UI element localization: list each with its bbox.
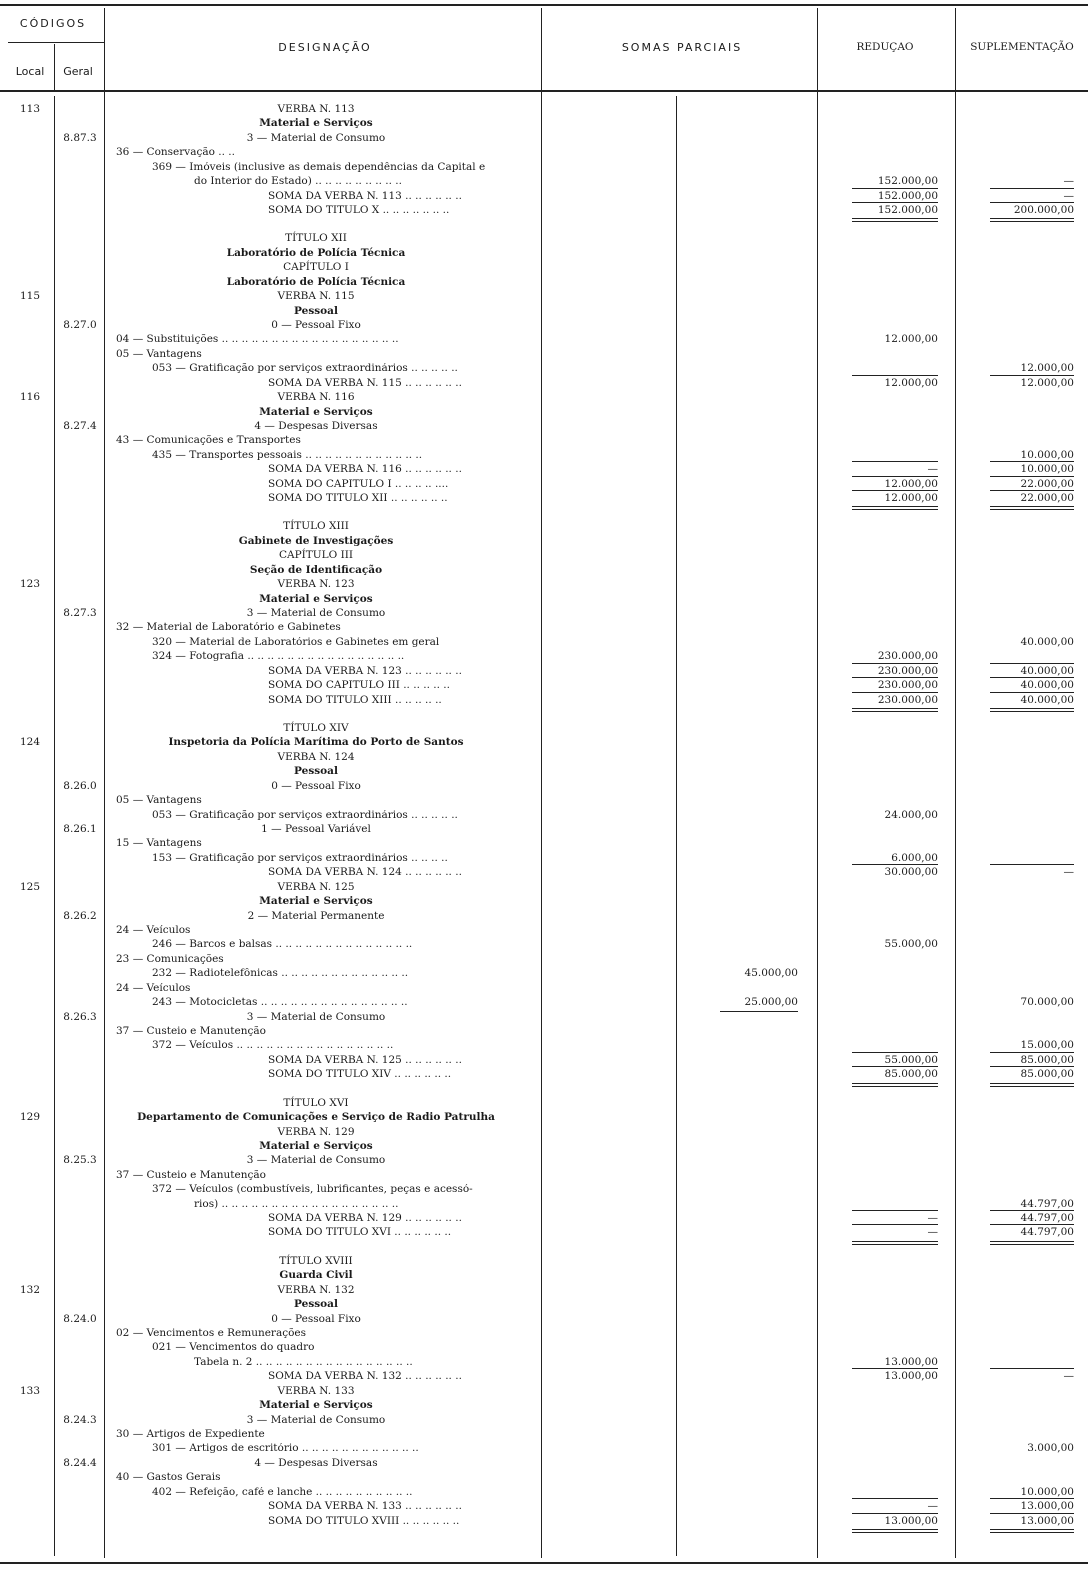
reducao-rule — [852, 1210, 938, 1211]
reducao-value: 55.000,00 — [884, 1053, 938, 1066]
designacao-line: 04 — Substituições .. .. .. .. .. .. .. .. .. .. .. .. .. .. .. .. .. .. — [116, 334, 399, 346]
designacao-line: Material e Serviços — [259, 592, 373, 605]
suplementacao-value: 12.000,00 — [1020, 376, 1074, 389]
designacao-line: 05 — Vantagens — [116, 348, 202, 360]
geral-code: 8.24.4 — [63, 1456, 97, 1469]
geral-code: 8.26.0 — [63, 779, 97, 792]
designacao-line: CAPÍTULO I — [283, 261, 349, 274]
reducao-value: — — [927, 463, 938, 476]
designacao-line: VERBA N. 129 — [277, 1125, 355, 1138]
soma-line: SOMA DA VERBA N. 113 .. .. .. .. .. .. — [268, 190, 462, 202]
reducao-rule — [852, 864, 938, 865]
designacao-line: VERBA N. 125 — [277, 880, 355, 893]
suplementacao-value: 40.000,00 — [1020, 679, 1074, 692]
geral-code: 8.25.3 — [63, 1154, 97, 1167]
designacao-line: VERBA N. 123 — [277, 578, 355, 591]
somas-reducao-divider — [817, 8, 818, 1558]
designacao-line: 372 — Veículos (combustíveis, lubrificantes, peças e acessó- — [152, 1184, 473, 1196]
designacao-line: 3 — Material de Consumo — [246, 1154, 386, 1167]
designacao-line: 435 — Transportes pessoais .. .. .. .. .. .. .. .. .. .. .. .. — [152, 449, 423, 461]
suplementacao-value: 200.000,00 — [1013, 203, 1074, 216]
reducao-double-rule — [852, 1244, 938, 1245]
reducao-rule — [852, 375, 938, 376]
reducao-value: 6.000,00 — [891, 851, 938, 864]
suplementacao-value: 22.000,00 — [1020, 492, 1074, 505]
suplementacao-value: 10.000,00 — [1020, 448, 1074, 461]
codigos-rule — [8, 42, 104, 43]
suplementacao-double-rule — [990, 1241, 1074, 1242]
suplementacao-value: 10.000,00 — [1020, 1485, 1074, 1498]
soma-line: SOMA DO CAPÍTULO III .. .. .. .. .. — [268, 680, 450, 692]
suplementacao-value: 22.000,00 — [1020, 477, 1074, 490]
suplementacao-value: 44.797,00 — [1020, 1226, 1074, 1239]
local-geral-divider — [54, 96, 55, 1556]
designacao-line: 05 — Vantagens — [116, 795, 202, 807]
reducao-rule — [852, 1052, 938, 1053]
reducao-value: — — [927, 1500, 938, 1513]
suplementacao-value: 13.000,00 — [1020, 1514, 1074, 1527]
designacao-line: Material e Serviços — [259, 1139, 373, 1152]
suplementacao-rule — [990, 375, 1074, 376]
somas-parciais-header: SOMAS PARCIAIS — [621, 41, 743, 54]
reducao-value: — — [927, 1226, 938, 1239]
designacao-line: Material e Serviços — [259, 117, 373, 130]
suplementacao-value: 44.797,00 — [1020, 1197, 1074, 1210]
designacao-line: 24 — Veículos — [116, 982, 191, 994]
designacao-line: VERBA N. 124 — [277, 750, 355, 763]
suplementacao-double-rule — [990, 711, 1074, 712]
designacao-line: 2 — Material Permanente — [247, 909, 385, 922]
suplementacao-rule — [990, 476, 1074, 477]
designacao-line: 402 — Refeição, café e lanche .. .. .. .. .. .. .. .. .. .. — [152, 1486, 413, 1498]
designacao-line: 3 — Material de Consumo — [246, 1010, 386, 1023]
top-rule — [0, 4, 1088, 6]
reducao-rule — [852, 1498, 938, 1499]
soma-line: SOMA DO TÍTULO XVI .. .. .. .. .. .. — [268, 1227, 452, 1239]
designacao-line: Pessoal — [294, 765, 338, 778]
somas-subdivider — [676, 96, 677, 1556]
suplementacao-value: 70.000,00 — [1020, 996, 1074, 1009]
suplementacao-rule — [990, 1368, 1074, 1369]
suplementacao-rule — [990, 490, 1074, 491]
designacao-line: 324 — Fotografia .. .. .. .. .. .. .. .. .. .. .. .. .. .. .. .. — [152, 651, 405, 663]
designacao-line: TÍTULO XIII — [283, 520, 349, 533]
reducao-rule — [852, 1224, 938, 1225]
suplementacao-rule — [990, 677, 1074, 678]
reducao-value: 30.000,00 — [884, 866, 938, 879]
soma-line: SOMA DO TÍTULO XIII .. .. .. .. .. — [268, 694, 442, 706]
reducao-suplementacao-divider — [955, 8, 956, 1558]
designacao-line: 02 — Vencimentos e Remunerações — [116, 1328, 307, 1340]
reducao-value: 13.000,00 — [884, 1514, 938, 1527]
reducao-value: 152.000,00 — [877, 189, 938, 202]
designacao-line: Laboratório de Polícia Técnica — [226, 246, 406, 259]
suplementacao-value: — — [1063, 1370, 1074, 1383]
designacao-header: DESIGNAÇÃO — [278, 41, 372, 54]
designacao-line: 36 — Conservação .. .. — [116, 147, 235, 159]
designacao-line: 369 — Imóveis (inclusive as demais dependências da Capital e — [152, 161, 486, 173]
designacao-line: 3 — Material de Consumo — [246, 1413, 386, 1426]
designacao-line: 1 — Pessoal Variável — [261, 823, 371, 835]
local-code: 133 — [19, 1384, 41, 1397]
suplementacao-double-rule — [990, 1083, 1074, 1084]
reducao-double-rule — [852, 1532, 938, 1533]
designacao-line: Guarda Civil — [279, 1269, 353, 1282]
designacao-line: 320 — Material de Laboratórios e Gabinetes em geral — [152, 636, 440, 648]
suplementacao-value: 3.000,00 — [1027, 1442, 1074, 1455]
soma-line: SOMA DO TÍTULO X .. .. .. .. .. .. .. — [268, 204, 450, 216]
designacao-line: 246 — Barcos e balsas .. .. .. .. .. .. .. .. .. .. .. .. .. .. — [152, 939, 413, 951]
suplementacao-value: 40.000,00 — [1020, 693, 1074, 706]
designacao-line: 372 — Veículos .. .. .. .. .. .. .. .. .. .. .. .. .. .. .. .. — [152, 1040, 394, 1052]
suplementacao-rule — [990, 1052, 1074, 1053]
designacao-line: 3 — Material de Consumo — [246, 131, 386, 144]
suplementacao-value: 85.000,00 — [1020, 1068, 1074, 1081]
soma-line: SOMA DO TÍTULO XIV .. .. .. .. .. .. — [268, 1069, 452, 1081]
reducao-value: 152.000,00 — [877, 175, 938, 188]
designacao-line: 43 — Comunicações e Transportes — [116, 435, 301, 447]
reducao-double-rule — [852, 711, 938, 712]
reducao-value: 12.000,00 — [884, 492, 938, 505]
soma-line: SOMA DO TÍTULO XVIII .. .. .. .. .. .. — [268, 1515, 460, 1527]
designacao-line: VERBA N. 115 — [277, 290, 355, 303]
suplementacao-double-rule — [990, 218, 1074, 219]
suplementacao-rule — [990, 663, 1074, 664]
reducao-double-rule — [852, 218, 938, 219]
suplementacao-rule — [990, 1224, 1074, 1225]
bottom-rule — [0, 1562, 1088, 1564]
reducao-rule — [852, 1513, 938, 1514]
local-header: Local — [15, 65, 45, 78]
suplementacao-rule — [990, 1210, 1074, 1211]
designacao-line: rios) .. .. .. .. .. .. .. .. .. .. .. .. .. .. .. .. .. .. — [194, 1198, 399, 1210]
suplementacao-header: SUPLEMENTAÇÃO — [970, 41, 1074, 53]
local-code: 132 — [19, 1283, 41, 1296]
reducao-value: 85.000,00 — [884, 1068, 938, 1081]
designacao-line: 30 — Artigos de Expediente — [116, 1429, 265, 1441]
suplementacao-value: 85.000,00 — [1020, 1053, 1074, 1066]
designacao-line: 301 — Artigos de escritório .. .. .. .. .. .. .. .. .. .. .. .. — [152, 1443, 419, 1455]
geral-code: 8.24.0 — [63, 1312, 97, 1325]
reducao-value: 24.000,00 — [884, 808, 938, 821]
geral-code: 8.26.3 — [63, 1010, 97, 1023]
local-code: 115 — [19, 290, 41, 303]
reducao-double-rule — [852, 1529, 938, 1530]
designacao-line: 0 — Pessoal Fixo — [271, 779, 361, 792]
suplementacao-double-rule — [990, 1086, 1074, 1087]
somas-parciais-value: 45.000,00 — [744, 967, 798, 980]
local-code: 113 — [19, 103, 41, 115]
geral-code: 8.26.2 — [63, 909, 97, 922]
designacao-line: 0 — Pessoal Fixo — [271, 318, 361, 331]
local-code: 123 — [19, 578, 41, 591]
reducao-value: 12.000,00 — [884, 376, 938, 389]
designacao-line: 23 — Comunicações — [116, 953, 224, 965]
designacao-line: CAPÍTULO III — [278, 549, 354, 562]
suplementacao-double-rule — [990, 1244, 1074, 1245]
soma-line: SOMA DA VERBA N. 129 .. .. .. .. .. .. — [268, 1213, 462, 1225]
soma-line: SOMA DA VERBA N. 132 .. .. .. .. .. .. — [268, 1371, 462, 1383]
suplementacao-double-rule — [990, 1532, 1074, 1533]
soma-line: SOMA DO TÍTULO XII .. .. .. .. .. .. — [268, 493, 448, 505]
designacao-line: Pessoal — [294, 304, 338, 317]
designacao-line: 24 — Veículos — [116, 924, 191, 936]
reducao-double-rule — [852, 509, 938, 510]
reducao-value: 13.000,00 — [884, 1370, 938, 1383]
somas-parciais-value: 25.000,00 — [744, 996, 798, 1009]
geral-code: 8.27.4 — [63, 419, 97, 432]
geral-code: 8.24.3 — [63, 1413, 97, 1426]
designacao-line: Seção de Identificação — [249, 563, 383, 576]
designacao-line: VERBA N. 113 — [277, 103, 355, 115]
reducao-value: 55.000,00 — [884, 938, 938, 951]
designacao-line: Gabinete de Investigações — [238, 534, 394, 547]
designacao-line: 243 — Motocicletas .. .. .. .. .. .. .. .. .. .. .. .. .. .. .. — [152, 997, 408, 1009]
reducao-rule — [852, 677, 938, 678]
reducao-rule — [852, 476, 938, 477]
suplementacao-rule — [990, 188, 1074, 189]
designacao-line: Laboratório de Polícia Técnica — [226, 275, 406, 288]
designacao-line: do Interior do Estado) .. .. .. .. .. .. .. .. .. — [194, 176, 402, 188]
designacao-line: 32 — Material de Laboratório e Gabinetes — [116, 622, 341, 634]
designacao-line: VERBA N. 132 — [277, 1283, 355, 1296]
header-bottom-rule — [0, 90, 1088, 92]
reducao-value: — — [927, 1212, 938, 1225]
soma-line: SOMA DA VERBA N. 116 .. .. .. .. .. .. — [268, 464, 462, 476]
geral-designacao-divider — [104, 8, 105, 1558]
designacao-line: TÍTULO XII — [285, 232, 347, 245]
reducao-value: 13.000,00 — [884, 1355, 938, 1368]
suplementacao-rule — [990, 1066, 1074, 1067]
reducao-double-rule — [852, 1241, 938, 1242]
suplementacao-double-rule — [990, 1529, 1074, 1530]
suplementacao-value: — — [1063, 175, 1074, 188]
designacao-line: VERBA N. 116 — [277, 391, 355, 404]
designacao-line: 053 — Gratificação por serviços extraordinários .. .. .. .. .. — [152, 809, 458, 821]
reducao-value: 152.000,00 — [877, 203, 938, 216]
suplementacao-value: 13.000,00 — [1020, 1500, 1074, 1513]
designacao-line: 232 — Radiotelefônicas .. .. .. .. .. .. .. .. .. .. .. .. .. — [152, 968, 409, 980]
suplementacao-value: 10.000,00 — [1020, 463, 1074, 476]
designacao-line: TÍTULO XIV — [283, 722, 349, 735]
local-code: 125 — [19, 880, 41, 893]
designacao-line: 40 — Gastos Gerais — [116, 1472, 221, 1484]
designacao-line: 37 — Custeio e Manutenção — [116, 1169, 266, 1181]
reducao-value: 12.000,00 — [884, 333, 938, 346]
suplementacao-double-rule — [990, 509, 1074, 510]
designacao-line: Tabela n. 2 .. .. .. .. .. .. .. .. .. .. .. .. .. .. .. .. — [194, 1356, 413, 1368]
designacao-line: 4 — Despesas Diversas — [254, 419, 378, 432]
geral-code: 8.26.1 — [63, 823, 97, 835]
reducao-rule — [852, 663, 938, 664]
geral-header: Geral — [63, 65, 93, 78]
suplementacao-rule — [990, 864, 1074, 865]
soma-line: SOMA DA VERBA N. 125 .. .. .. .. .. .. — [268, 1054, 462, 1066]
designacao-line: 15 — Vantagens — [116, 838, 202, 850]
reducao-rule — [852, 1066, 938, 1067]
designacao-line: TÍTULO XVIII — [279, 1254, 353, 1267]
suplementacao-value: 12.000,00 — [1020, 362, 1074, 375]
reducao-rule — [852, 490, 938, 491]
suplementacao-value: — — [1063, 189, 1074, 202]
reducao-value: 230.000,00 — [877, 679, 938, 692]
reducao-value: 230.000,00 — [877, 650, 938, 663]
suplementacao-rule — [990, 1498, 1074, 1499]
reducao-double-rule — [852, 506, 938, 507]
geral-code: 8.27.3 — [63, 607, 97, 620]
designacao-line: 021 — Vencimentos do quadro — [152, 1342, 315, 1354]
local-geral-divider-head — [54, 44, 55, 90]
designacao-line: 153 — Gratificação por serviços extraordinários .. .. .. .. — [152, 852, 448, 864]
suplementacao-value: 44.797,00 — [1020, 1212, 1074, 1225]
suplementacao-value: 40.000,00 — [1020, 664, 1074, 677]
suplementacao-rule — [990, 692, 1074, 693]
designacao-line: TÍTULO XVI — [283, 1096, 349, 1109]
designacao-line: 3 — Material de Consumo — [246, 607, 386, 620]
designacao-line: 4 — Despesas Diversas — [254, 1456, 378, 1469]
reducao-rule — [852, 461, 938, 462]
geral-code: 8.27.0 — [63, 318, 97, 331]
geral-code: 8.87.3 — [63, 131, 97, 144]
reducao-double-rule — [852, 1083, 938, 1084]
suplementacao-double-rule — [990, 221, 1074, 222]
designacao-line: VERBA N. 133 — [277, 1384, 355, 1397]
suplementacao-value: — — [1063, 866, 1074, 879]
reducao-double-rule — [852, 708, 938, 709]
local-code: 129 — [19, 1111, 41, 1124]
reducao-rule — [852, 188, 938, 189]
suplementacao-double-rule — [990, 506, 1074, 507]
suplementacao-value: 15.000,00 — [1020, 1039, 1074, 1052]
reducao-rule — [852, 1368, 938, 1369]
soma-line: SOMA DO CAPÍTULO I .. .. .. .. .... — [268, 478, 449, 490]
designacao-line: 37 — Custeio e Manutenção — [116, 1025, 266, 1037]
reducao-double-rule — [852, 1086, 938, 1087]
suplementacao-rule — [990, 461, 1074, 462]
soma-line: SOMA DA VERBA N. 133 .. .. .. .. .. .. — [268, 1501, 462, 1513]
designacao-line: Material e Serviços — [259, 895, 373, 908]
reducao-value: 230.000,00 — [877, 693, 938, 706]
reducao-value: 12.000,00 — [884, 477, 938, 490]
reducao-double-rule — [852, 221, 938, 222]
suplementacao-double-rule — [990, 708, 1074, 709]
local-code: 124 — [19, 736, 41, 749]
soma-line: SOMA DA VERBA N. 124 .. .. .. .. .. .. — [268, 867, 462, 879]
designacao-somas-divider — [541, 8, 542, 1558]
designacao-line: Material e Serviços — [259, 1399, 373, 1412]
soma-line: SOMA DA VERBA N. 123 .. .. .. .. .. .. — [268, 665, 462, 677]
suplementacao-value: 40.000,00 — [1020, 635, 1074, 648]
designacao-line: 0 — Pessoal Fixo — [271, 1312, 361, 1325]
designacao-line: Material e Serviços — [259, 405, 373, 418]
soma-line: SOMA DA VERBA N. 115 .. .. .. .. .. .. — [268, 377, 462, 389]
designacao-line: Inspetoria da Polícia Marítima do Porto de Santos — [168, 736, 464, 749]
codigos-header: CÓDIGOS — [19, 17, 87, 30]
reducao-rule — [852, 202, 938, 203]
designacao-line: 053 — Gratificação por serviços extraordinários .. .. .. .. .. — [152, 363, 458, 375]
reducao-value: 230.000,00 — [877, 664, 938, 677]
partial-sum-rule — [720, 1011, 798, 1012]
reducao-rule — [852, 692, 938, 693]
designacao-line: Pessoal — [294, 1298, 338, 1311]
reducao-header: REDUÇAO — [856, 41, 914, 53]
local-code: 116 — [19, 391, 41, 404]
designacao-line: Departamento de Comunicações e Serviço de Radio Patrulha — [137, 1111, 495, 1124]
suplementacao-rule — [990, 1513, 1074, 1514]
suplementacao-rule — [990, 202, 1074, 203]
